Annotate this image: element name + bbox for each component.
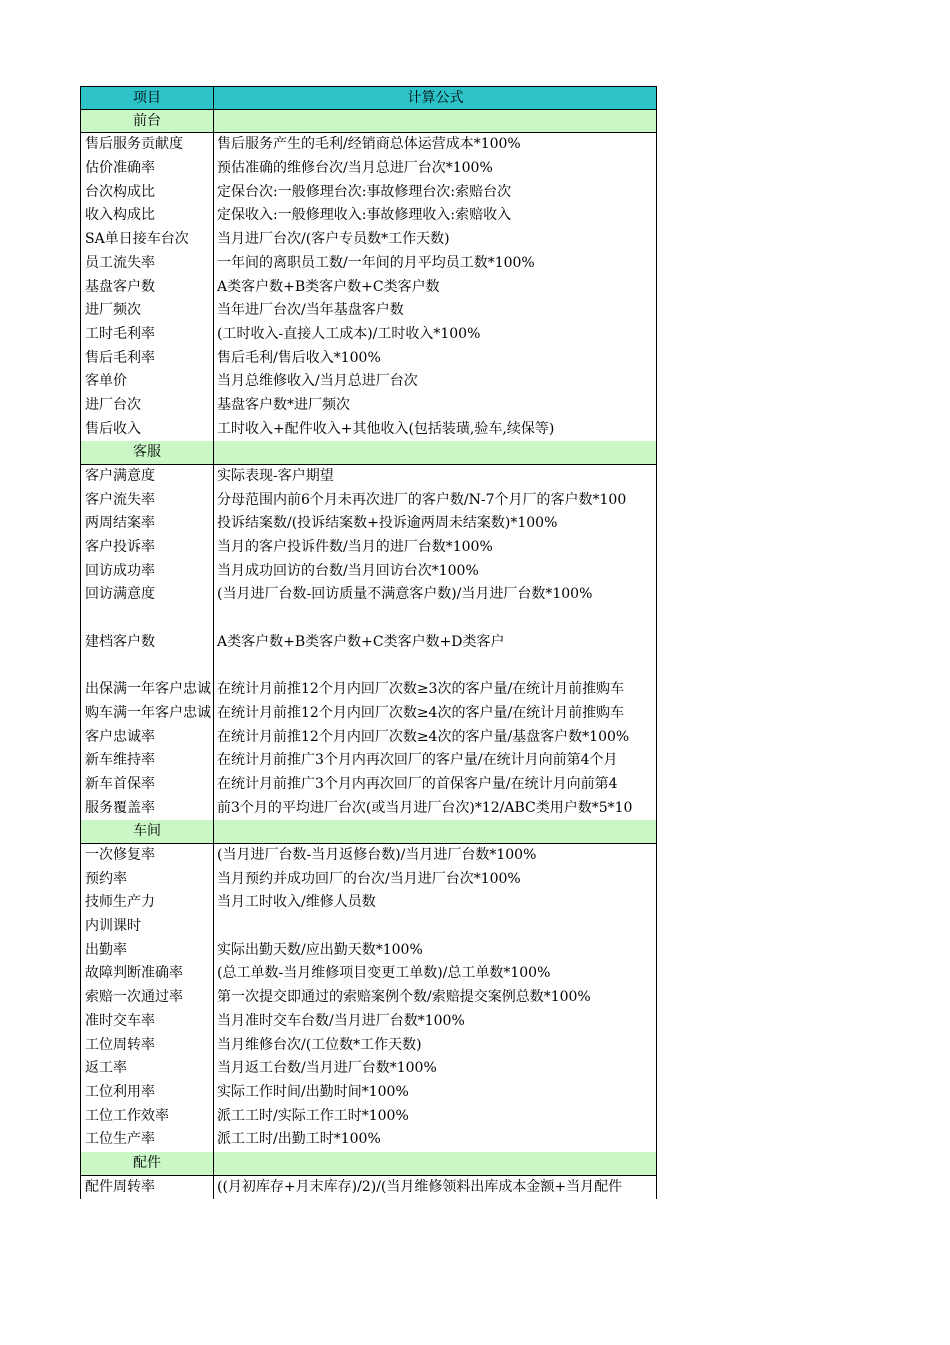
formula-cell[interactable]: 预估准确的维修台次/当月总进厂台次*100% [217, 160, 493, 177]
item-cell[interactable]: 客户流失率 [85, 491, 155, 508]
formula-cell[interactable]: 一年间的离职员工数/一年间的月平均员工数*100% [217, 254, 535, 271]
section-header-row [80, 1152, 657, 1176]
formula-cell[interactable]: 当月的客户投诉件数/当月的进厂台数*100% [217, 539, 493, 556]
table-row [80, 394, 657, 418]
formula-cell[interactable]: 当月维修台次/(工位数*工作天数) [217, 1036, 422, 1053]
formula-cell[interactable]: 当月总维修收入/当月总进厂台次 [217, 373, 418, 390]
item-cell[interactable]: 工时毛利率 [85, 325, 155, 342]
item-cell[interactable]: 工位周转率 [85, 1036, 155, 1053]
item-cell[interactable]: 新车首保率 [85, 775, 155, 792]
item-cell[interactable]: 索赔一次通过率 [85, 989, 183, 1006]
formula-cell[interactable]: (当月进厂台数-回访质量不满意客户数)/当月进厂台数*100% [217, 586, 593, 603]
formula-cell[interactable]: 在统计月前推广3个月内再次回厂的客户量/在统计月向前第4个月 [217, 752, 618, 769]
formula-cell[interactable]: 定保台次:一般修理台次:事故修理台次:索赔台次 [217, 183, 512, 200]
table-row [80, 181, 657, 205]
formula-cell[interactable]: 当月预约并成功回厂的台次/当月进厂台次*100% [217, 870, 521, 887]
section-header-row [80, 441, 657, 465]
formula-cell[interactable]: 前3个月的平均进厂台次(或当月进厂台次)*12/ABC类用户数*5*10 [217, 799, 633, 816]
formula-cell[interactable]: A类客户数+B类客户数+C类客户数 [217, 278, 440, 295]
table-row [80, 252, 657, 276]
section-header-row [80, 820, 657, 844]
table-row [80, 1034, 657, 1058]
column-header-formula[interactable]: 计算公式 [407, 90, 464, 106]
section-header-row [80, 110, 657, 134]
table-row [80, 583, 657, 607]
formula-cell[interactable]: 实际出勤天数/应出勤天数*100% [217, 941, 423, 958]
formula-cell[interactable]: 实际表现-客户期望 [217, 468, 334, 484]
item-cell[interactable]: 台次构成比 [85, 183, 155, 200]
item-cell[interactable]: 出勤率 [85, 941, 127, 958]
item-cell[interactable]: 配件周转率 [85, 1178, 155, 1195]
item-cell[interactable]: 售后收入 [85, 420, 141, 437]
item-cell[interactable]: 基盘客户数 [85, 278, 155, 295]
table-row [80, 560, 657, 584]
item-cell[interactable]: 新车维持率 [85, 752, 155, 769]
formula-cell[interactable]: 当月成功回访的台数/当月回访台次*100% [217, 562, 479, 579]
item-cell[interactable]: 准时交车率 [85, 1012, 155, 1029]
item-cell[interactable]: 收入构成比 [85, 207, 155, 224]
item-cell[interactable]: 售后毛利率 [85, 349, 155, 366]
formula-cell[interactable]: 当月准时交车台数/当月进厂台数*100% [217, 1012, 465, 1029]
formula-cell[interactable]: 定保收入:一般修理收入:事故修理收入:索赔收入 [217, 207, 512, 224]
table-row [80, 1105, 657, 1129]
formula-cell[interactable]: 当月返工台数/当月进厂台数*100% [217, 1060, 437, 1077]
item-cell[interactable]: 购车满一年客户忠诚 [85, 704, 211, 721]
formula-cell[interactable]: 在统计月前推12个月内回厂次数≥4次的客户量/基盘客户数*100% [217, 728, 630, 745]
table-row [80, 512, 657, 536]
item-cell[interactable]: 一次修复率 [85, 847, 155, 863]
table-row [80, 773, 657, 797]
spacer-row [80, 607, 657, 631]
section-title[interactable]: 车间 [133, 823, 161, 840]
table-row [80, 702, 657, 726]
item-cell[interactable]: 回访满意度 [85, 586, 155, 603]
table-header-row [80, 86, 657, 110]
table-row [80, 986, 657, 1010]
table-row [80, 797, 657, 821]
item-cell[interactable]: 工位生产率 [85, 1131, 155, 1148]
formula-cell[interactable]: 在统计月前推12个月内回厂次数≥4次的客户量/在统计月前推购车 [217, 704, 625, 721]
table-row [80, 370, 657, 394]
table-row [80, 726, 657, 750]
formula-cell[interactable]: A类客户数+B类客户数+C类客户数+D类客户 [217, 633, 505, 650]
item-cell[interactable]: 售后服务贡献度 [85, 136, 183, 153]
item-cell[interactable]: 工位利用率 [85, 1083, 155, 1100]
section-title[interactable]: 客服 [133, 444, 161, 461]
table-row [80, 133, 657, 157]
table-row [80, 418, 657, 442]
formula-cell[interactable]: 在统计月前推广3个月内再次回厂的首保客户量/在统计月向前第4 [217, 775, 618, 792]
table-row [80, 939, 657, 963]
table-row [80, 323, 657, 347]
formula-cell[interactable]: 派工工时/出勤工时*100% [217, 1131, 381, 1148]
table-row [80, 489, 657, 513]
formula-cell[interactable]: 实际工作时间/出勤时间*100% [217, 1083, 409, 1100]
formula-cell[interactable]: 投诉结案数/(投诉结案数+投诉逾两周未结案数)*100% [217, 515, 558, 532]
formula-cell[interactable]: 分母范围内前6个月未再次进厂的客户数/N-7个月厂的客户数*100 [217, 491, 627, 508]
table-row [80, 299, 657, 323]
item-cell[interactable]: 出保满一年客户忠诚 [85, 681, 211, 698]
table-row [80, 844, 657, 868]
item-cell[interactable]: 估价准确率 [85, 160, 155, 177]
item-cell[interactable]: 进厂台次 [85, 396, 141, 413]
item-cell[interactable]: 返工率 [85, 1060, 127, 1077]
table-row [80, 347, 657, 371]
table-row [80, 678, 657, 702]
table-row [80, 962, 657, 986]
spacer-row [80, 655, 657, 679]
item-cell[interactable]: 技师生产力 [85, 894, 155, 911]
item-cell[interactable]: 客户忠诚率 [85, 728, 155, 745]
item-cell[interactable]: 服务覆盖率 [85, 799, 155, 816]
table-row [80, 1176, 657, 1200]
table-row [80, 536, 657, 560]
item-cell[interactable]: 客户投诉率 [85, 539, 155, 556]
item-cell[interactable]: 进厂频次 [85, 302, 141, 319]
table-row [80, 1010, 657, 1034]
formula-cell[interactable]: 当月进厂台次/(客户专员数*工作天数) [217, 231, 450, 248]
item-cell[interactable]: 预约率 [85, 870, 127, 887]
formula-cell[interactable]: 售后毛利/售后收入*100% [217, 349, 381, 366]
table-row [80, 465, 657, 489]
table-row [80, 157, 657, 181]
table-row [80, 891, 657, 915]
formula-cell[interactable]: 售后服务产生的毛利/经销商总体运营成本*100% [217, 136, 521, 153]
table-row [80, 1128, 657, 1152]
item-cell[interactable]: 工位工作效率 [85, 1107, 169, 1124]
formula-cell[interactable]: ((月初库存+月末库存)/2)/(当月维修领料出库成本金额+当月配件 [217, 1178, 623, 1195]
item-cell[interactable]: 客单价 [85, 373, 127, 390]
item-cell[interactable]: 内训课时 [85, 918, 141, 935]
formula-cell[interactable]: (当月进厂台数-当月返修台数)/当月进厂台数*100% [217, 847, 537, 863]
section-title[interactable]: 配件 [133, 1154, 161, 1171]
formula-cell[interactable]: 当月工时收入/维修人员数 [217, 894, 376, 911]
item-cell[interactable]: 员工流失率 [85, 254, 155, 271]
formula-cell[interactable]: 第一次提交即通过的索赔案例个数/索赔提交案例总数*100% [217, 989, 591, 1006]
formula-cell[interactable]: 在统计月前推12个月内回厂次数≥3次的客户量/在统计月前推购车 [217, 681, 625, 698]
formula-cell[interactable]: 工时收入+配件收入+其他收入(包括装璜,验车,续保等) [217, 420, 555, 437]
table-body [80, 110, 657, 1200]
formula-cell[interactable]: 基盘客户数*进厂频次 [217, 396, 350, 413]
table-row [80, 915, 657, 939]
item-cell[interactable]: 客户满意度 [85, 468, 155, 484]
item-cell[interactable]: 故障判断准确率 [85, 965, 183, 982]
column-header-item[interactable]: 项目 [133, 90, 161, 106]
formula-cell[interactable]: (总工单数-当月维修项目变更工单数)/总工单数*100% [217, 965, 551, 982]
formula-cell[interactable]: (工时收入-直接人工成本)/工时收入*100% [217, 325, 481, 342]
table-row [80, 1081, 657, 1105]
table-row [80, 204, 657, 228]
table-row [80, 228, 657, 252]
section-title[interactable]: 前台 [133, 112, 161, 129]
table-row [80, 631, 657, 655]
formula-cell[interactable]: 派工工时/实际工作工时*100% [217, 1107, 409, 1124]
table-row [80, 749, 657, 773]
table-row [80, 1057, 657, 1081]
item-cell[interactable]: SA单日接车台次 [85, 231, 189, 248]
item-cell[interactable]: 回访成功率 [85, 562, 155, 579]
item-cell[interactable]: 两周结案率 [85, 515, 155, 532]
kpi-formula-table [80, 86, 657, 1199]
table-row [80, 868, 657, 892]
formula-cell[interactable]: 当年进厂台次/当年基盘客户数 [217, 302, 404, 319]
table-row [80, 276, 657, 300]
item-cell[interactable]: 建档客户数 [85, 633, 155, 650]
